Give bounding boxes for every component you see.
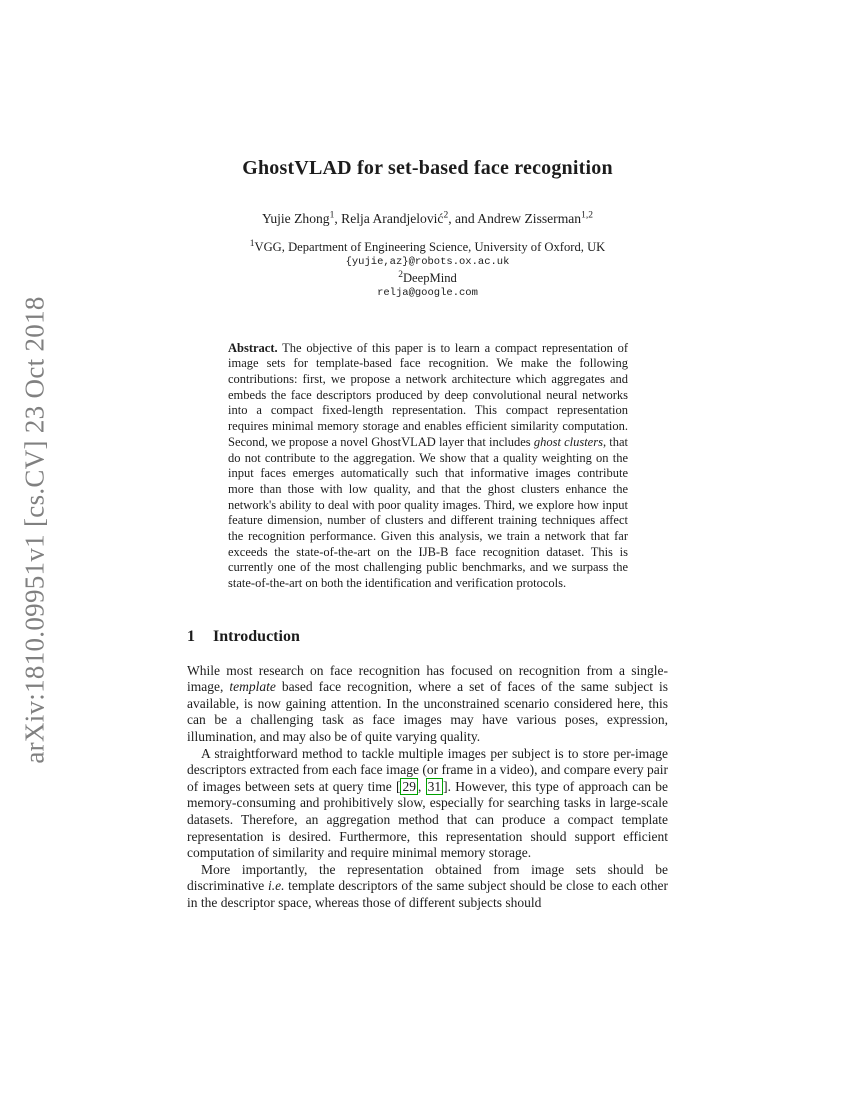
- affiliation-block: [187, 240, 668, 302]
- paragraph-2-text-b: . However, this type of approach can be memory-consuming and prohibitively slow, especially for searching tasks in large-scale datasets. Therefore, an aggregation method that can produce a compact template representation is desired. Furthermore, this representation should support efficient computation of similarity and require minimal memory storage.: [187, 778, 669, 861]
- paragraph-3-text-a: More importantly, the representation obtained from image sets should be discriminative: [187, 861, 668, 894]
- affiliation-oxford-text: VGG, Department of Engineering Science, University of Oxford, UK: [254, 240, 606, 254]
- affiliation-oxford-marker: 1: [249, 238, 255, 249]
- abstract-label: Abstract.: [228, 340, 278, 355]
- citation-bracket-open: [: [395, 778, 401, 794]
- affiliation-deepmind-text: DeepMind: [402, 270, 457, 285]
- author-name-2: Relja Arandjelović: [341, 211, 444, 226]
- abstract-text-1: The objective of this paper is to learn a compact representation of image sets for template-based face recognition. We make the following contributions: first, we propose a network architecture which aggregates and embeds the face descriptors produced by deep convolutional neural networks into a compact fixed-length representation. This compact representation requires minimal memory storage and enables efficient similarity computation. Second, we propose a novel GhostVLAD layer that includes: [228, 340, 628, 449]
- author-affmark-3: 1,2: [581, 210, 593, 221]
- abstract-italic-ghost-clusters: ghost clusters: [533, 434, 603, 449]
- arxiv-watermark: arXiv:1810.09951v1 [cs.CV] 23 Oct 2018: [19, 296, 50, 764]
- paragraph-1-italic-template: template: [229, 679, 276, 695]
- author-line: [187, 210, 668, 227]
- author-affmark-2: 2: [443, 210, 449, 221]
- paragraph-1: [187, 663, 668, 746]
- paragraph-3-text-b: template descriptors of the same subject should be close to each other in the descriptor space, whereas those of different subjects should: [187, 878, 668, 910]
- section-heading-introduction: [187, 627, 668, 646]
- author-separator-2: , and: [448, 211, 478, 226]
- author-affmark-1: 1: [329, 210, 335, 221]
- affiliation-oxford: [187, 240, 668, 255]
- paragraph-3-italic-ie: i.e.: [267, 878, 285, 894]
- author-name-3: Andrew Zisserman: [477, 211, 582, 226]
- citation-link-29[interactable]: 29: [402, 778, 416, 794]
- section-title: Introduction: [213, 627, 300, 645]
- paper-content: [187, 0, 668, 912]
- paragraph-2: [187, 746, 668, 862]
- abstract: [228, 341, 628, 608]
- author-separator-1: ,: [334, 211, 342, 226]
- citation-link-31[interactable]: 31: [427, 778, 442, 794]
- author-name-1: Yujie Zhong: [262, 211, 330, 226]
- paragraph-2-text-a: A straightforward method to tackle multiple images per subject is to store per-image descriptors extracted from each face image (or frame in a video), and compare every pair of images between sets at query time: [187, 745, 668, 794]
- paper-title: GhostVLAD for set-based face recognition: [242, 157, 613, 179]
- citation-bracket-close: ]: [443, 778, 448, 794]
- citation-separator: ,: [417, 778, 426, 794]
- affiliation-deepmind-marker: 2: [398, 269, 403, 280]
- paragraph-1-text-a: While most research on face recognition has focused on recognition from a single-image,: [187, 662, 668, 695]
- email-oxford: {yujie,az}@robots.ox.ac.uk: [345, 256, 510, 269]
- abstract-text-2: , that do not contribute to the aggregation. We show that a quality weighting on the input faces emerges automatically such that informative images contribute more than those with low quality, and that the ghost clusters enhance the network's ability to deal with poor quality images. Third, we explore how input feature dimension, number of clusters and different training techniques affect the recognition performance. Given this analysis, we train a network that far exceeds the state-of-the-art on the IJB-B face recognition dataset. This is currently one of the most challenging public benchmarks, and we surpass the state-of-the-art on both the identification and verification protocols.: [228, 434, 628, 591]
- paragraph-1-text-b: based face recognition, where a set of faces of the same subject is available, is now gaining attention. In the unconstrained scenario considered here, this can be a challenging task as face images may have various poses, expression, illumination, and may also be of quite varying quality.: [187, 679, 668, 744]
- paragraph-3: [187, 862, 668, 912]
- email-deepmind: relja@google.com: [377, 287, 478, 300]
- section-number: 1: [187, 627, 195, 645]
- affiliation-deepmind: [187, 271, 668, 286]
